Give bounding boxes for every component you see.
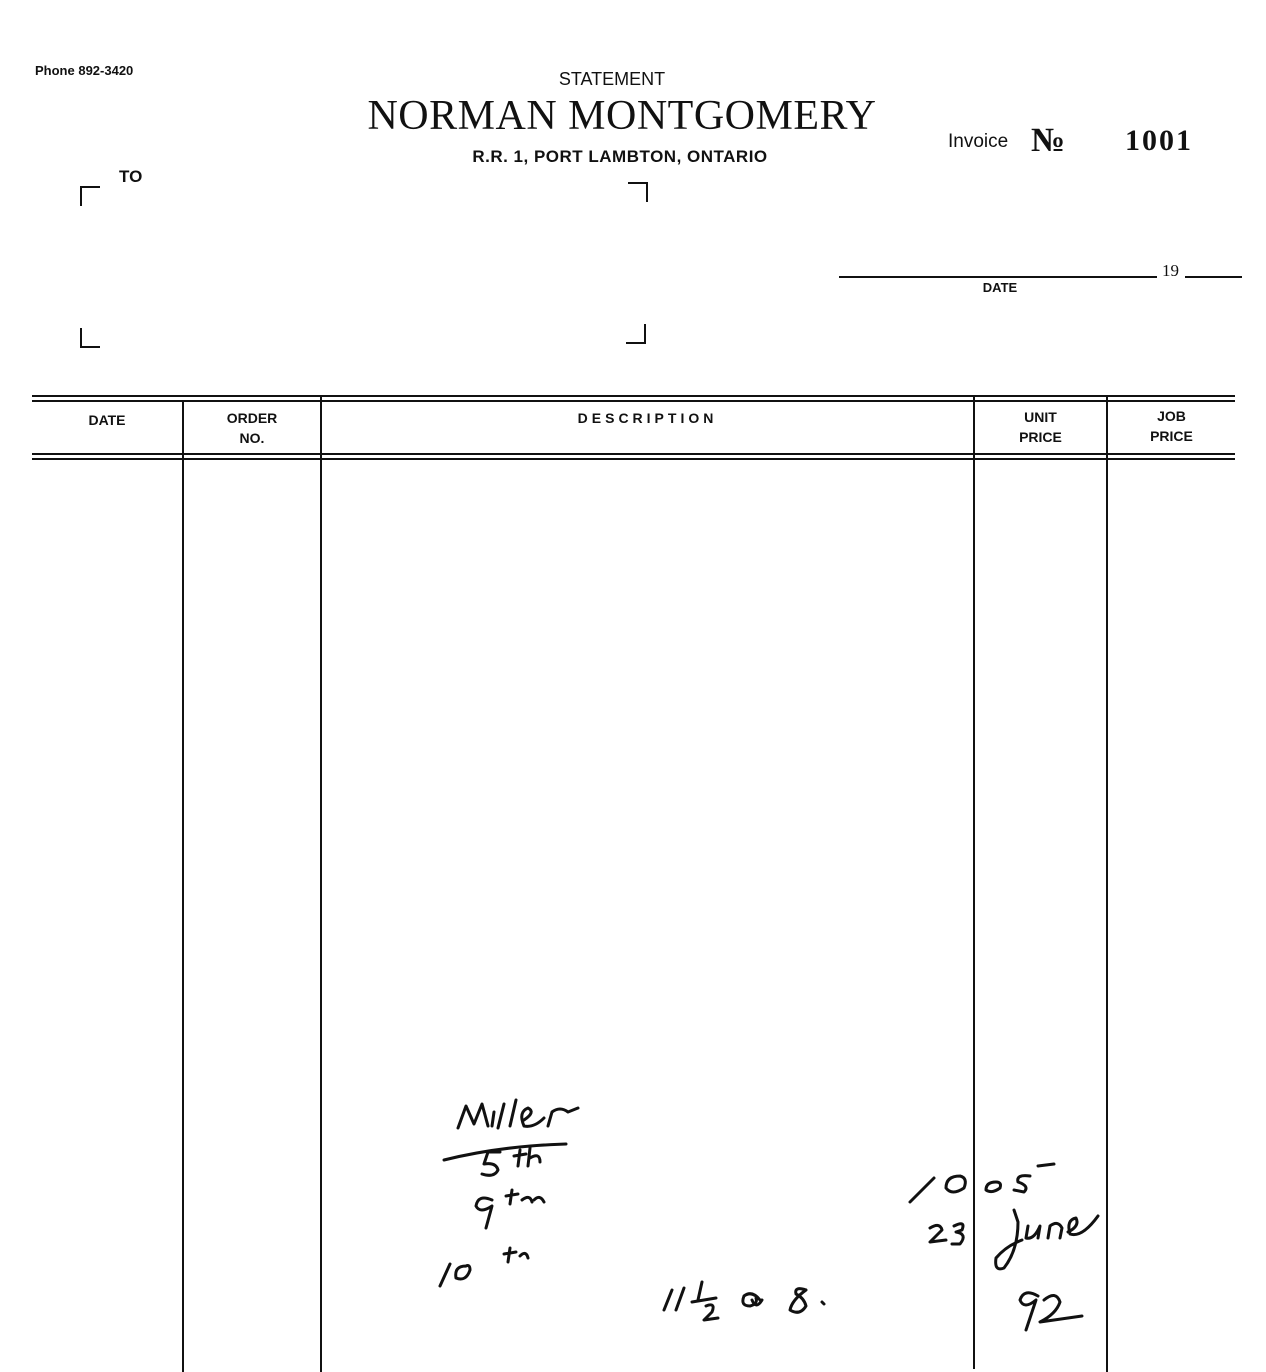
handwritten-date-9th <box>476 1190 544 1228</box>
handwritten-amount <box>910 1164 1054 1202</box>
invoice-label: Invoice <box>948 131 1009 152</box>
column-header-job-price: JOB PRICE <box>1150 408 1193 444</box>
invoice-number: 1001 <box>1125 124 1193 157</box>
column-header-description: DESCRIPTION <box>577 410 718 426</box>
company-name: NORMAN MONTGOMERY <box>367 93 877 139</box>
handwritten-name-miller <box>444 1100 578 1160</box>
number-sign: № <box>1031 122 1066 159</box>
phone-number: Phone 892-3420 <box>35 63 134 78</box>
column-header-order-no: ORDER NO. <box>226 410 278 446</box>
handwritten-written-date <box>930 1210 1098 1269</box>
column-header-unit-price: UNIT PRICE <box>1019 409 1062 445</box>
handwritten-written-year <box>1020 1293 1082 1330</box>
date-label: DATE <box>982 280 1018 295</box>
company-address: R.R. 1, PORT LAMBTON, ONTARIO <box>472 147 768 166</box>
year-prefix: 19 <box>1162 261 1179 280</box>
form-title: STATEMENT <box>558 69 666 89</box>
column-header-date: DATE <box>88 412 126 428</box>
to-label: TO <box>119 167 143 186</box>
handwritten-date-5th <box>482 1148 540 1175</box>
handwritten-hours-rate <box>664 1282 824 1320</box>
handwritten-date-10th <box>440 1248 528 1286</box>
